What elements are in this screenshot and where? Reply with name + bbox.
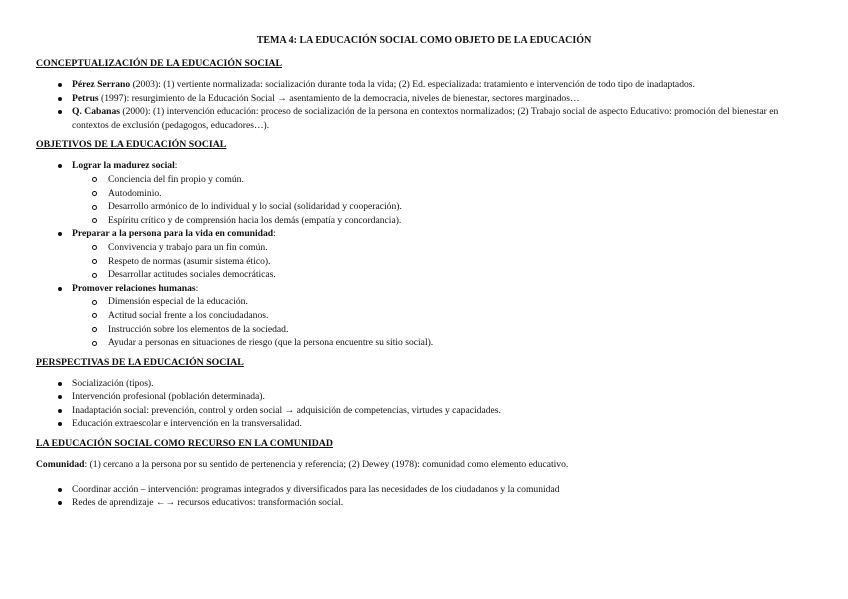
list-item: [72, 159, 812, 227]
recurso-comunidad-list: [36, 483, 812, 510]
list-item: [72, 78, 812, 92]
objetivos-list: [36, 159, 812, 349]
list-item: [72, 227, 812, 281]
list-item: Redes de aprendizaje ←→ recursos educativos: transformación social.: [72, 496, 812, 510]
sub-list-item: Dimensión especial de la educación.: [108, 295, 812, 309]
sub-list-item: Autodominio.: [108, 187, 812, 201]
list-item: [72, 282, 812, 350]
author-name: Q. Cabanas: [72, 106, 120, 118]
objective-sublist: [72, 173, 812, 227]
objective-suffix: :: [174, 160, 178, 172]
item-text: (1997): resurgimiento de la Educación Social → asentamiento de la democracia, niveles de bienestar, sectores marginados…: [98, 92, 580, 104]
comunidad-term: Comunidad: [36, 459, 85, 471]
author-name: Pérez Serrano: [72, 79, 131, 90]
list-item: Coordinar acción – intervención: programas integrados y diversificados para las necesidades de los ciudadanos y la comunidad: [72, 483, 812, 497]
sub-list-item: Actitud social frente a los conciudadanos.: [108, 309, 812, 323]
section-heading-recurso-comunidad: LA EDUCACIÓN SOCIAL COMO RECURSO EN LA COMUNIDAD: [36, 438, 333, 450]
document-page: [36, 34, 812, 516]
objective-label: Preparar a la persona para la vida en comunidad: [72, 228, 274, 240]
sub-list-item: Convivencia y trabajo para un fin común.: [108, 241, 812, 255]
objective-suffix: :: [195, 282, 199, 294]
section-heading-conceptualizacion: CONCEPTUALIZACIÓN DE LA EDUCACIÓN SOCIAL: [36, 58, 283, 69]
perspectivas-list: [36, 377, 812, 431]
sub-list-item: Respeto de normas (asumir sistema ético).: [108, 255, 812, 269]
sub-list-item: Espíritu crítico y de comprensión hacia los demás (empatía y concordancia).: [108, 214, 812, 228]
sub-list-item: Instrucción sobre los elementos de la sociedad.: [108, 323, 812, 337]
sub-list-item: Desarrollo armónico de lo individual y lo social (solidaridad y cooperación).: [108, 200, 812, 214]
section-heading-perspectivas: PERSPECTIVAS DE LA EDUCACIÓN SOCIAL: [36, 356, 244, 368]
comunidad-paragraph: [36, 458, 812, 472]
list-item: Inadaptación social: prevención, control y orden social → adquisición de competencias, virtudes y capacidades.: [72, 404, 812, 418]
list-item: Socialización (tipos).: [72, 377, 812, 391]
objective-label: Lograr la madurez social: [72, 160, 175, 172]
sub-list-item: Ayudar a personas en situaciones de riesgo (que la persona encuentre su sitio social).: [108, 336, 812, 350]
sub-list-item: Desarrollar actitudes sociales democráticas.: [108, 268, 812, 282]
conceptualizacion-list: [36, 78, 812, 132]
list-item: Educación extraescolar e intervención en la transversalidad.: [72, 417, 812, 431]
document-title: TEMA 4: LA EDUCACIÓN SOCIAL COMO OBJETO DE LA EDUCACIÓN: [256, 35, 592, 46]
comunidad-definition: : (1) cercano a la persona por su sentido de pertenencia y referencia; (2) Dewey (1978): comunidad como elemento educativo.: [84, 459, 569, 471]
objective-suffix: :: [273, 228, 276, 240]
objective-label: Promover relaciones humanas: [72, 282, 196, 294]
list-item: [72, 92, 812, 106]
objective-sublist: [72, 241, 812, 282]
author-name: Petrus: [72, 92, 99, 104]
section-heading-objetivos: OBJETIVOS DE LA EDUCACIÓN SOCIAL: [36, 139, 227, 151]
item-text: (2000): (1) intervención educación: proceso de socialización de la persona en contextos normalizados; (2) Trabajo social de aspecto Educativo: promoción del bienestar en contextos de exclusión (pedagogos, educadores…).: [72, 106, 779, 131]
item-text: (2003): (1) vertiente normalizada: socialización durante toda la vida; (2) Ed. especializada: tratamiento e intervención de todo tipo de inadaptados.: [130, 79, 695, 90]
list-item: [72, 105, 812, 132]
sub-list-item: Conciencia del fin propio y común.: [108, 173, 812, 187]
objective-sublist: [72, 295, 812, 349]
list-item: Intervención profesional (población determinada).: [72, 390, 812, 404]
